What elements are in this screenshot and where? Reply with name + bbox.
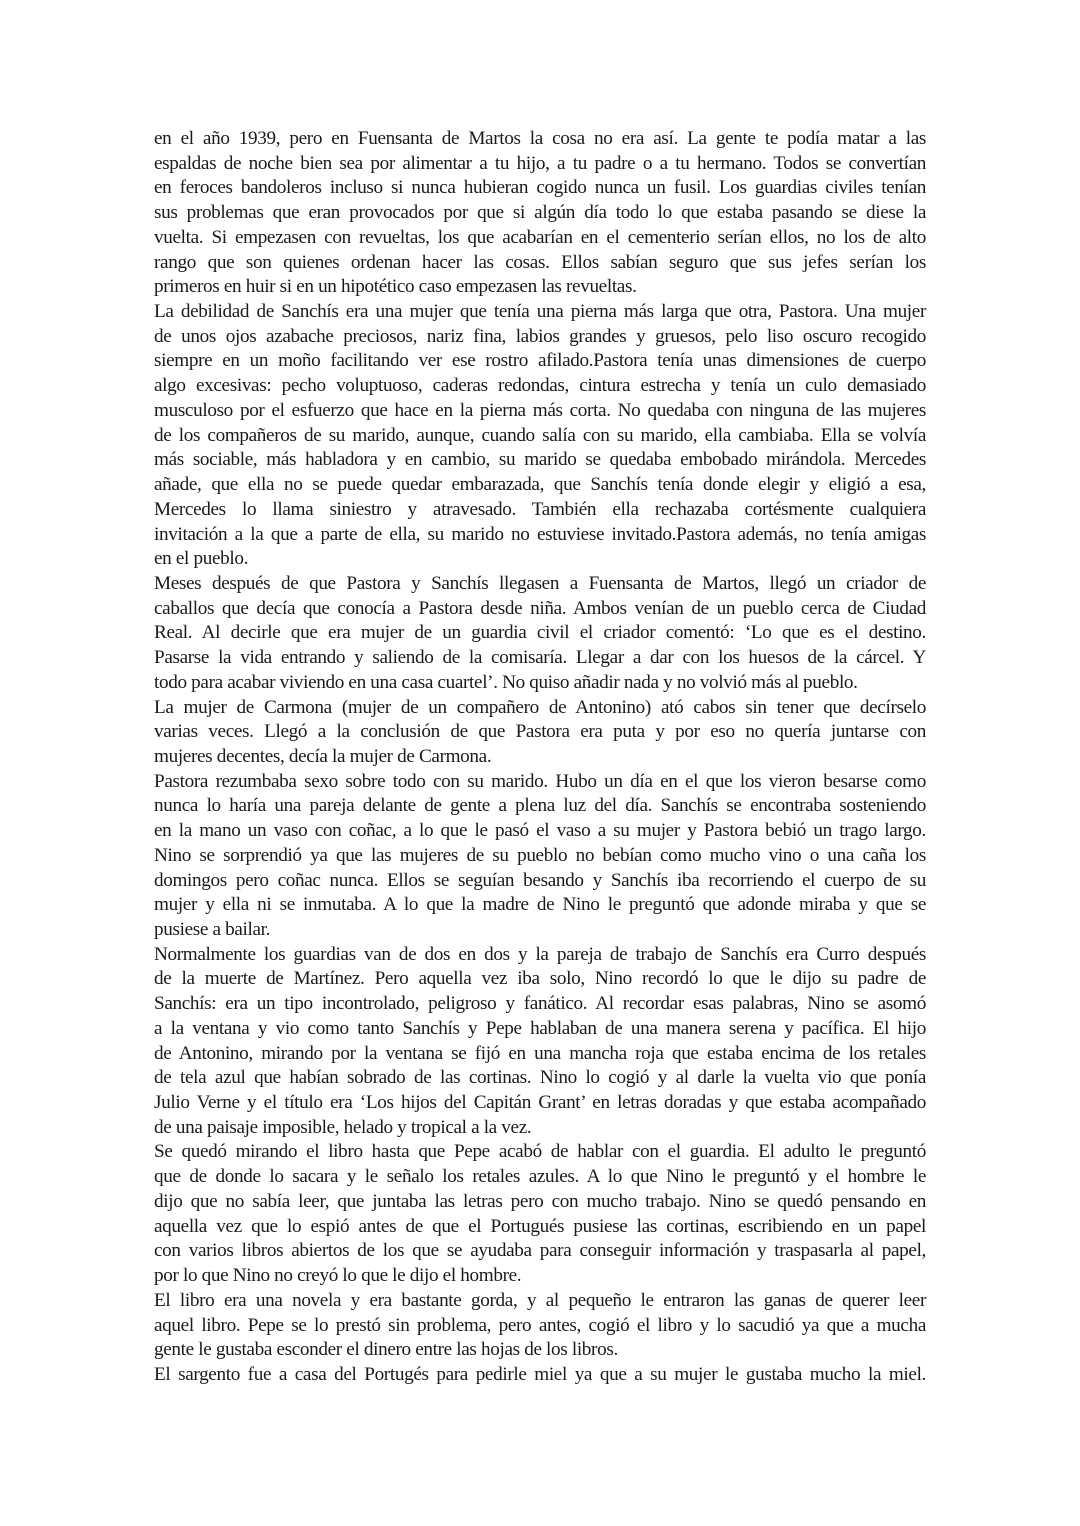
text-line: Mercedes lo llama siniestro y atravesado. También ella rechazaba cortésmente cualquiera bbox=[154, 498, 926, 520]
paragraph bbox=[154, 770, 926, 943]
text-line: de tela azul que habían sobrado de las cortinas. Nino lo cogió y al darle la vuelta vio que ponía bbox=[154, 1067, 926, 1089]
text-line: La mujer de Carmona (mujer de un compañero de Antonino) ató cabos sin tener que decírselo bbox=[154, 696, 926, 718]
text-line: Pastora rezumbaba sexo sobre todo con su marido. Hubo un día en el que los vieron besarse como bbox=[154, 770, 926, 792]
text-line: de los compañeros de su marido, aunque, cuando salía con su marido, ella cambiaba. Ella se volvía bbox=[154, 424, 926, 446]
text-line: vuelta. Si empezasen con revueltas, los que acabarían en el cementerio serían ellos, no los de alto bbox=[154, 226, 926, 248]
text-line: Nino se sorprendió ya que las mujeres de su pueblo no bebían como mucho vino o una caña los bbox=[154, 844, 926, 866]
text-line: dijo que no sabía leer, que juntaba las letras pero con mucho trabajo. Nino se quedó pensando en bbox=[154, 1190, 926, 1212]
text-line: Normalmente los guardias van de dos en dos y la pareja de trabajo de Sanchís era Curro después bbox=[154, 943, 926, 965]
text-line: Julio Verne y el título era ‘Los hijos del Capitán Grant’ en letras doradas y que estaba acompañado bbox=[154, 1092, 926, 1114]
text-line: añade, que ella no se puede quedar embarazada, que Sanchís tenía donde elegir y eligió a esa, bbox=[154, 474, 926, 496]
text-line: de la muerte de Martínez. Pero aquella vez iba solo, Nino recordó lo que le dijo su padre de bbox=[154, 968, 926, 990]
body-text bbox=[154, 127, 926, 1388]
text-line: El libro era una novela y era bastante gorda, y al pequeño le entraron las ganas de querer leer bbox=[154, 1289, 926, 1311]
text-line: invitación a la que a parte de ella, su marido no estuviese invitado.Pastora además, no tenía amigas bbox=[154, 523, 926, 545]
text-line: siempre en un moño facilitando ver ese rostro afilado.Pastora tenía unas dimensiones de cuerpo bbox=[154, 350, 926, 372]
text-line: que de donde lo sacara y le señalo los retales azules. A lo que Nino le preguntó y el hombre le bbox=[154, 1166, 926, 1188]
text-line: a la ventana y vio como tanto Sanchís y Pepe hablaban de una manera serena y pacífica. El hijo bbox=[154, 1017, 926, 1039]
text-line: pusiese a bailar. bbox=[154, 919, 271, 940]
text-line: con varios libros abiertos de los que se ayudaba para conseguir información y traspasarla al papel, bbox=[154, 1240, 926, 1262]
text-line: nunca lo haría una pareja delante de gente a plena luz del día. Sanchís se encontraba sosteniendo bbox=[154, 795, 926, 817]
text-line: mujer y ella ni se inmutaba. A lo que la madre de Nino le preguntó que adonde miraba y que se bbox=[154, 894, 926, 916]
text-line: caballos que decía que conocía a Pastora desde niña. Ambos venían de un pueblo cerca de Ciudad bbox=[154, 597, 926, 619]
text-line: varias veces. Llegó a la conclusión de que Pastora era puta y por eso no quería juntarse con bbox=[154, 721, 926, 743]
text-line: Pasarse la vida entrando y saliendo de la comisaría. Llegar a dar con los huesos de la cárcel. Y bbox=[154, 647, 926, 669]
text-line: gente le gustaba esconder el dinero entre las hojas de los libros. bbox=[154, 1339, 618, 1361]
paragraph bbox=[154, 572, 926, 696]
text-line: en el pueblo. bbox=[154, 548, 249, 570]
text-line: Sanchís: era un tipo incontrolado, peligroso y fanático. Al recordar esas palabras, Nino se asomó bbox=[154, 993, 926, 1015]
text-line: por lo que Nino no creyó lo que le dijo el hombre. bbox=[154, 1265, 522, 1287]
paragraph bbox=[154, 943, 926, 1141]
text-line: en el año 1939, pero en Fuensanta de Martos la cosa no era así. La gente te podía matar a las bbox=[154, 128, 926, 149]
text-line: primeros en huir si en un hipotético caso empezasen las revueltas. bbox=[154, 276, 637, 298]
text-line: sus problemas que eran provocados por que si algún día todo lo que estaba pasando se diese la bbox=[154, 202, 926, 224]
text-line: aquel libro. Pepe se lo prestó sin problema, pero antes, cogió el libro y lo sacudió ya que a mucha bbox=[154, 1314, 926, 1336]
text-line: algo excesivas: pecho voluptuoso, caderas redondas, cintura estrecha y tenía un culo demasiado bbox=[154, 375, 926, 397]
text-line: aquella vez que lo espió antes de que el Portugués pusiese las cortinas, escribiendo en un papel bbox=[154, 1215, 926, 1237]
text-line: en la mano un vaso con coñac, a lo que le pasó el vaso a su mujer y Pastora bebió un trago largo. bbox=[154, 820, 926, 842]
text-line: de una paisaje imposible, helado y tropical a la vez. bbox=[154, 1116, 532, 1138]
paragraph bbox=[154, 1289, 926, 1363]
text-line: de unos ojos azabache preciosos, nariz fina, labios grandes y gruesos, pelo liso oscuro recogido bbox=[154, 325, 926, 347]
text-line: Real. Al decirle que era mujer de un guardia civil el criador comentó: ‘Lo que es el destino. bbox=[154, 622, 926, 644]
text-line: en feroces bandoleros incluso si nunca hubieran cogido nunca un fusil. Los guardias civiles tenían bbox=[154, 177, 926, 199]
text-line: Se quedó mirando el libro hasta que Pepe acabó de hablar con el guardia. El adulto le preguntó bbox=[154, 1141, 926, 1163]
text-line: mujeres decentes, decía la mujer de Carmona. bbox=[154, 745, 492, 767]
text-line: rango que son quienes ordenan hacer las cosas. Ellos sabían seguro que sus jefes serían los bbox=[154, 251, 926, 273]
text-line: más sociable, más habladora y en cambio, su marido se quedaba embobado mirándola. Mercedes bbox=[154, 449, 926, 471]
text-line: de Antonino, mirando por la ventana se fijó en una mancha roja que estaba encima de los retales bbox=[154, 1042, 926, 1064]
paragraph bbox=[154, 300, 926, 572]
text-line: espaldas de noche bien sea por alimentar a tu hijo, a tu padre o a tu hermano. Todos se convertían bbox=[154, 152, 926, 174]
paragraph bbox=[154, 1363, 926, 1388]
paragraph bbox=[154, 1140, 926, 1288]
text-line: El sargento fue a casa del Portugés para pedirle miel ya que a su mujer le gustaba mucho la miel. bbox=[154, 1363, 926, 1385]
text-line: domingos pero coñac nunca. Ellos se seguían besando y Sanchís iba recorriendo el cuerpo de su bbox=[154, 869, 926, 891]
paragraph bbox=[154, 127, 926, 300]
text-line: todo para acabar viviendo en una casa cuartel’. No quiso añadir nada y no volvió más al pueblo. bbox=[154, 671, 858, 693]
text-line: musculoso por el esfuerzo que hace en la pierna más corta. No quedaba con ninguna de las mujeres bbox=[154, 399, 926, 421]
text-line: Meses después de que Pastora y Sanchís llegasen a Fuensanta de Martos, llegó un criador de bbox=[154, 572, 926, 594]
text-line: La debilidad de Sanchís era una mujer que tenía una pierna más larga que otra, Pastora. Una mujer bbox=[154, 301, 926, 323]
paragraph bbox=[154, 696, 926, 770]
